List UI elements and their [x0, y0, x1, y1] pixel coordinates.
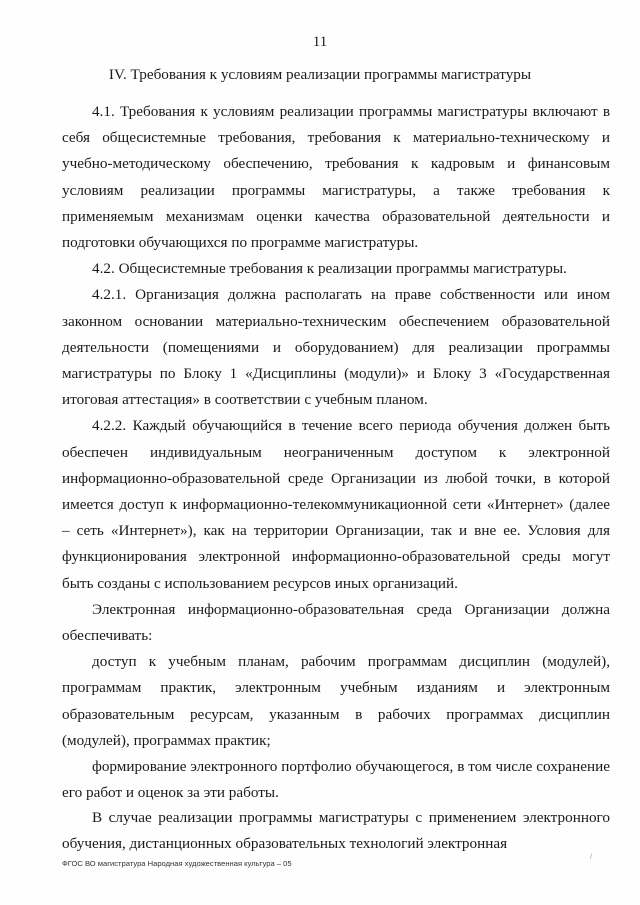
body-text — [62, 99, 610, 858]
paragraph-4-2-1: 4.2.1. Организация должна располагать на праве собственности или ином законном основании материально-техническим обеспечением образовательной деятельности (помещениями и оборудованием) для реализации программы магистратуры по Блоку 1 «Дисциплины (модули)» и Блоку 3 «Государственная итоговая аттестация» в соответствии с учебным планом. — [62, 286, 610, 409]
paragraph-eios-intro: Электронная информационно-образовательная среда Организации должна обеспечивать: — [62, 600, 610, 645]
paragraph-portfolio: формирование электронного портфолио обучающегося, в том числе сохранение его работ и оценок за эти работы. — [62, 758, 610, 801]
paragraph-4-2: 4.2. Общесистемные требования к реализации программы магистратуры. — [92, 260, 567, 278]
paragraph-distance: В случае реализации программы магистратуры с применением электронного обучения, дистанционных образовательных технологий электронная — [62, 809, 610, 853]
paragraph-access: доступ к учебным планам, рабочим программам дисциплин (модулей), программам практик, электронным учебным изданиям и электронным образовательным ресурсам, указанным в рабочих программах дисциплин (модулей), программах практик; — [62, 653, 610, 749]
paragraph-4-1: 4.1. Требования к условиям реализации программы магистратуры включают в себя общесистемные требования, требования к материально-техническому и учебно-методическому обеспечению, требования к кадровым и финансовым условиям реализации программы магистратуры, а также требования к применяемым механизмам оценки качества образовательной деятельности и подготовки обучающихся по программе магистратуры. — [62, 103, 610, 252]
page-number: 11 — [312, 34, 328, 50]
section-title: IV. Требования к условиям реализации программы магистратуры — [108, 66, 532, 83]
page-footer: ФГОС ВО магистратура Народная художественная культура – 05 — [62, 859, 292, 868]
paragraph-4-2-2: 4.2.2. Каждый обучающийся в течение всего периода обучения должен быть обеспечен индивидуальным неограниченным доступом к электронной информационно-образовательной среде Организации из любой точки, в которой имеется доступ к информационно-телекоммуникационной сети «Интернет» (далее – сеть «Интернет»), как на территории Организации, так и вне ее. Условия для функционирования электронной информационно-образовательной среды могут быть созданы с использованием ресурсов иных организаций. — [62, 417, 610, 592]
scan-mark: / — [590, 852, 593, 861]
